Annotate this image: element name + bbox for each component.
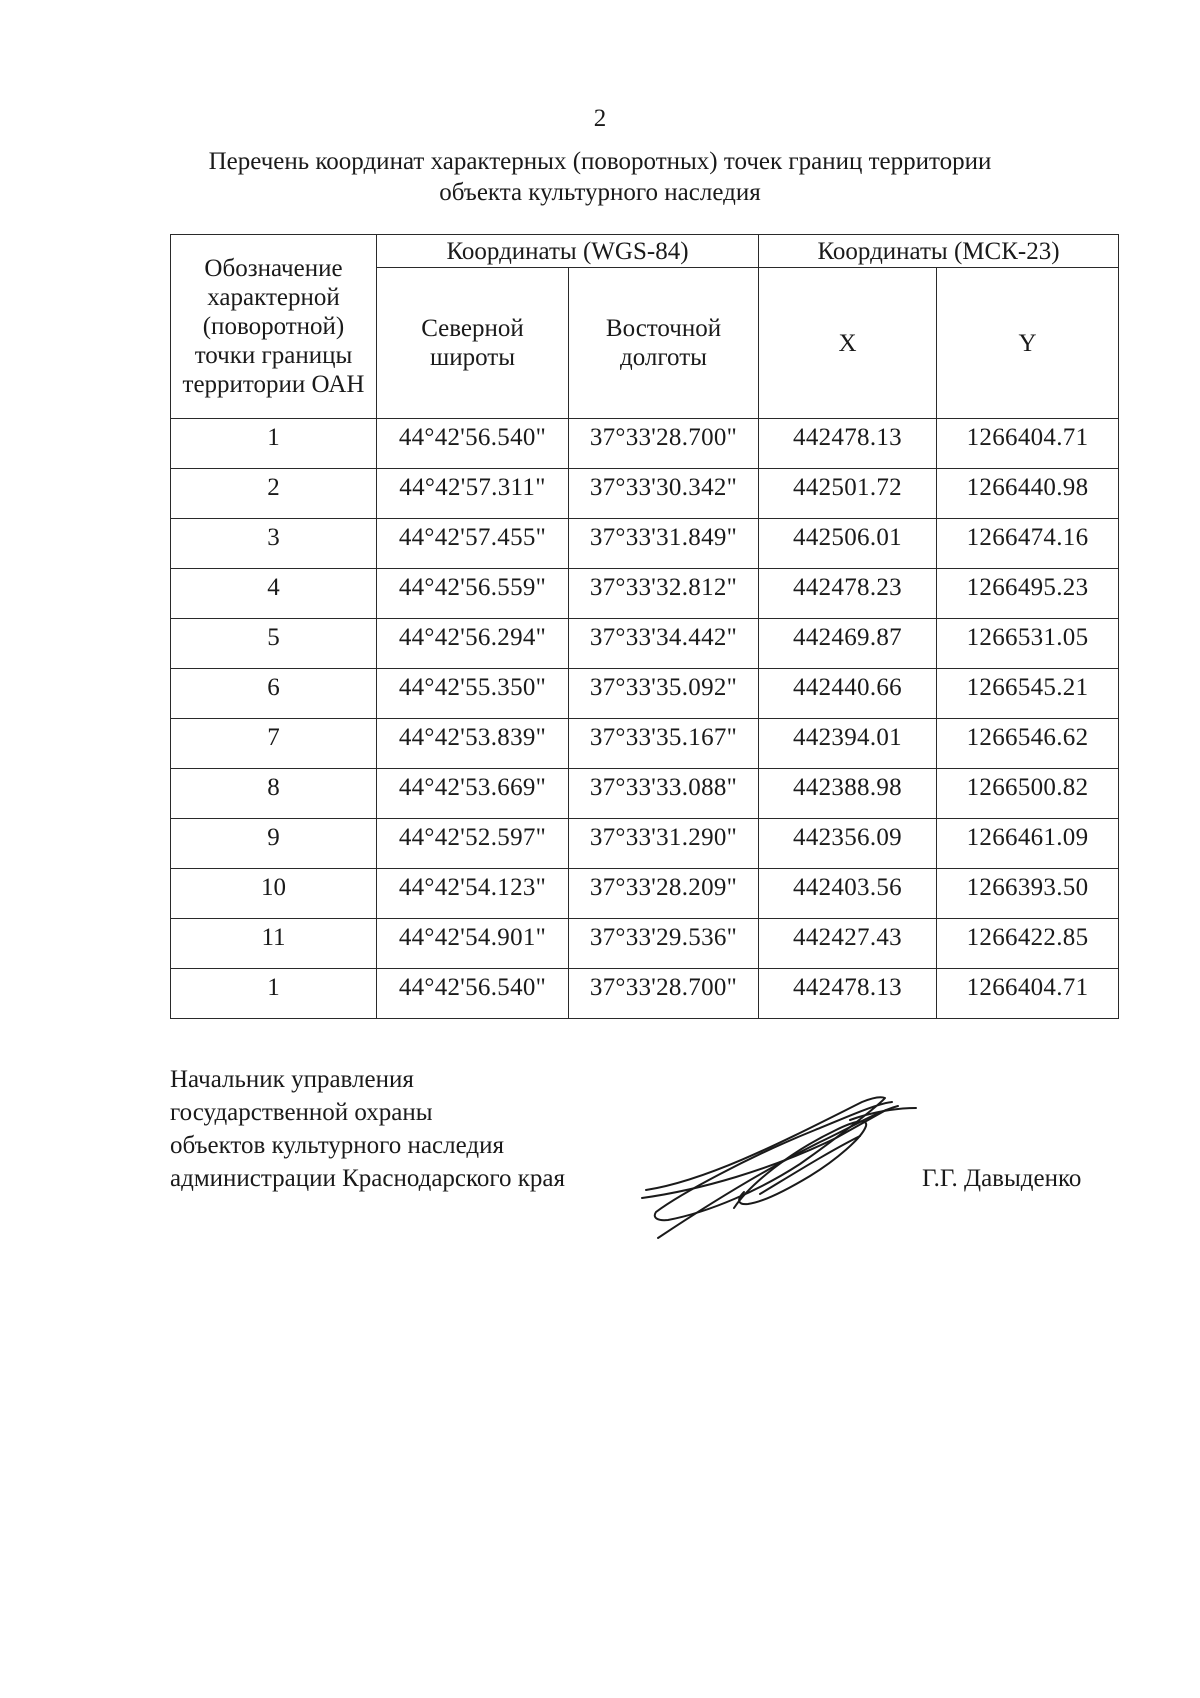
coordinates-table bbox=[170, 234, 1119, 1019]
header-x: X bbox=[759, 268, 937, 419]
cell-latitude: 44°42'53.669" bbox=[377, 769, 569, 819]
table-row bbox=[171, 819, 1119, 869]
cell-longitude: 37°33'31.290" bbox=[569, 819, 759, 869]
cell-longitude: 37°33'29.536" bbox=[569, 919, 759, 969]
table-header-row bbox=[171, 235, 1119, 268]
position-line: администрации Краснодарского края bbox=[170, 1165, 566, 1192]
cell-y: 1266545.21 bbox=[937, 669, 1119, 719]
cell-latitude: 44°42'56.540" bbox=[377, 969, 569, 1019]
cell-latitude: 44°42'57.311" bbox=[377, 469, 569, 519]
cell-point: 3 bbox=[171, 519, 377, 569]
cell-point: 1 bbox=[171, 969, 377, 1019]
signer-name: Г.Г. Давыденко bbox=[922, 1165, 1082, 1192]
cell-latitude: 44°42'55.350" bbox=[377, 669, 569, 719]
cell-longitude: 37°33'33.088" bbox=[569, 769, 759, 819]
cell-latitude: 44°42'53.839" bbox=[377, 719, 569, 769]
cell-longitude: 37°33'28.209" bbox=[569, 869, 759, 919]
cell-latitude: 44°42'56.540" bbox=[377, 419, 569, 469]
cell-x: 442403.56 bbox=[759, 869, 937, 919]
position-line: объектов культурного наследия bbox=[170, 1132, 504, 1159]
cell-x: 442506.01 bbox=[759, 519, 937, 569]
cell-y: 1266474.16 bbox=[937, 519, 1119, 569]
cell-longitude: 37°33'30.342" bbox=[569, 469, 759, 519]
cell-point: 4 bbox=[171, 569, 377, 619]
cell-longitude: 37°33'28.700" bbox=[569, 969, 759, 1019]
position-line: государственной охраны bbox=[170, 1099, 433, 1126]
cell-longitude: 37°33'32.812" bbox=[569, 569, 759, 619]
document-title bbox=[120, 146, 1080, 208]
cell-latitude: 44°42'52.597" bbox=[377, 819, 569, 869]
table-row bbox=[171, 769, 1119, 819]
cell-y: 1266393.50 bbox=[937, 869, 1119, 919]
table-body bbox=[171, 419, 1119, 1019]
cell-y: 1266500.82 bbox=[937, 769, 1119, 819]
cell-latitude: 44°42'57.455" bbox=[377, 519, 569, 569]
page-number: 2 bbox=[593, 105, 607, 132]
header-wgs84: Координаты (WGS-84) bbox=[377, 235, 759, 268]
cell-latitude: 44°42'56.294" bbox=[377, 619, 569, 669]
cell-y: 1266546.62 bbox=[937, 719, 1119, 769]
cell-point: 7 bbox=[171, 719, 377, 769]
cell-point: 10 bbox=[171, 869, 377, 919]
table-row bbox=[171, 719, 1119, 769]
cell-longitude: 37°33'35.167" bbox=[569, 719, 759, 769]
cell-point: 11 bbox=[171, 919, 377, 969]
handwritten-signature bbox=[640, 1090, 920, 1240]
cell-x: 442478.13 bbox=[759, 419, 937, 469]
table-row bbox=[171, 919, 1119, 969]
table-row bbox=[171, 969, 1119, 1019]
position-line: Начальник управления bbox=[170, 1066, 414, 1093]
cell-point: 1 bbox=[171, 419, 377, 469]
header-point-designation: Обозначение характерной (поворотной) точки границы территории ОАН bbox=[171, 235, 377, 419]
cell-y: 1266404.71 bbox=[937, 969, 1119, 1019]
cell-x: 442356.09 bbox=[759, 819, 937, 869]
cell-point: 9 bbox=[171, 819, 377, 869]
cell-y: 1266461.09 bbox=[937, 819, 1119, 869]
cell-point: 6 bbox=[171, 669, 377, 719]
header-y: Y bbox=[937, 268, 1119, 419]
table-row bbox=[171, 419, 1119, 469]
table-row bbox=[171, 869, 1119, 919]
cell-x: 442427.43 bbox=[759, 919, 937, 969]
cell-x: 442440.66 bbox=[759, 669, 937, 719]
cell-y: 1266422.85 bbox=[937, 919, 1119, 969]
cell-x: 442469.87 bbox=[759, 619, 937, 669]
cell-point: 8 bbox=[171, 769, 377, 819]
table-row bbox=[171, 619, 1119, 669]
cell-point: 2 bbox=[171, 469, 377, 519]
cell-longitude: 37°33'28.700" bbox=[569, 419, 759, 469]
cell-x: 442388.98 bbox=[759, 769, 937, 819]
cell-longitude: 37°33'31.849" bbox=[569, 519, 759, 569]
cell-point: 5 bbox=[171, 619, 377, 669]
cell-latitude: 44°42'54.901" bbox=[377, 919, 569, 969]
table-row bbox=[171, 519, 1119, 569]
cell-y: 1266440.98 bbox=[937, 469, 1119, 519]
header-longitude: Восточной долготы bbox=[569, 268, 759, 419]
cell-longitude: 37°33'35.092" bbox=[569, 669, 759, 719]
header-msk23: Координаты (МСК-23) bbox=[759, 235, 1119, 268]
cell-latitude: 44°42'56.559" bbox=[377, 569, 569, 619]
title-line-2: объекта культурного наследия bbox=[439, 179, 761, 206]
cell-x: 442501.72 bbox=[759, 469, 937, 519]
cell-x: 442478.13 bbox=[759, 969, 937, 1019]
cell-latitude: 44°42'54.123" bbox=[377, 869, 569, 919]
title-line-1: Перечень координат характерных (поворотных) точек границ территории bbox=[208, 148, 992, 175]
cell-x: 442478.23 bbox=[759, 569, 937, 619]
signatory-position bbox=[170, 1063, 565, 1195]
cell-longitude: 37°33'34.442" bbox=[569, 619, 759, 669]
cell-y: 1266531.05 bbox=[937, 619, 1119, 669]
cell-y: 1266495.23 bbox=[937, 569, 1119, 619]
table-row bbox=[171, 569, 1119, 619]
cell-x: 442394.01 bbox=[759, 719, 937, 769]
table-row bbox=[171, 669, 1119, 719]
cell-y: 1266404.71 bbox=[937, 419, 1119, 469]
table-row bbox=[171, 469, 1119, 519]
header-latitude: Северной широты bbox=[377, 268, 569, 419]
